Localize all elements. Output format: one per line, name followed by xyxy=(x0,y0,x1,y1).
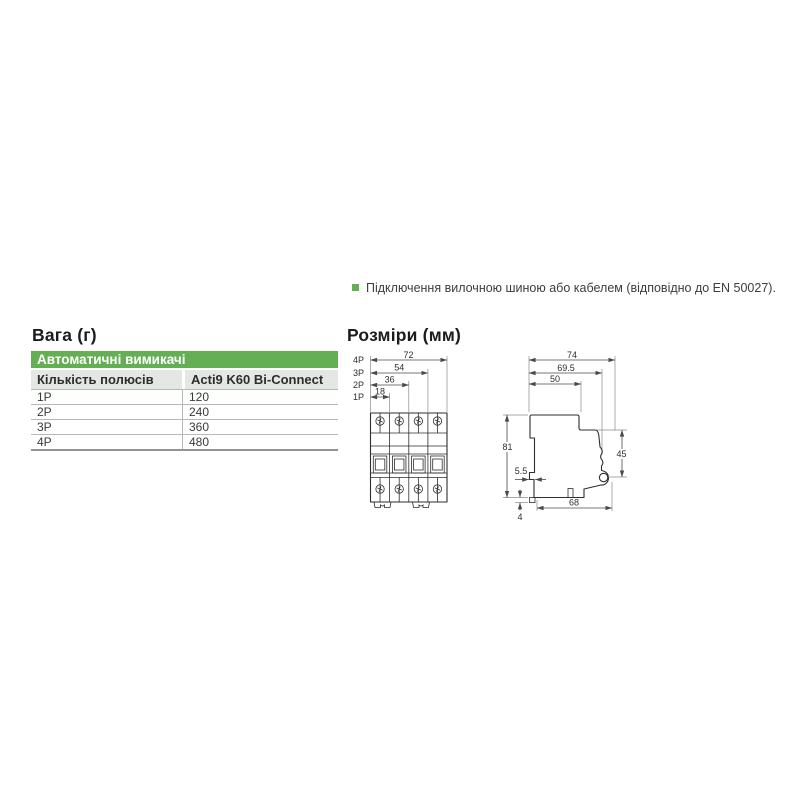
dim-label-69-5: 69.5 xyxy=(557,363,575,373)
dim-label-18: 18 xyxy=(374,386,386,397)
dim-label-68: 68 xyxy=(568,497,580,508)
poles-cell: 1P xyxy=(37,390,52,404)
dim-label-45: 45 xyxy=(616,449,627,459)
poles-cell: 3P xyxy=(37,420,52,434)
dim-label-81: 81 xyxy=(502,442,513,452)
dim-label-50: 50 xyxy=(549,374,561,384)
dim-label-36: 36 xyxy=(384,374,395,385)
weight-cell: 120 xyxy=(182,390,338,404)
side-view xyxy=(500,350,630,522)
dim-label-4: 4 xyxy=(517,512,523,522)
front-view xyxy=(353,350,447,508)
table-row xyxy=(31,435,338,451)
table-row xyxy=(31,390,338,405)
dim-label-4p: 4P xyxy=(353,355,365,365)
dim-label-72: 72 xyxy=(403,350,414,360)
clip-foot xyxy=(530,498,536,503)
connection-note-text: Підключення вилочною шиною або кабелем (відповідно до EN 50027). xyxy=(366,281,776,295)
table-column-headers xyxy=(31,370,338,390)
din-clip-icon xyxy=(374,502,430,508)
dim-label-2p: 2P xyxy=(353,380,365,390)
dim-label-3p: 3P xyxy=(353,368,365,378)
dim-label-5-5: 5.5 xyxy=(514,466,528,476)
dim-label-54: 54 xyxy=(394,362,405,373)
table-row xyxy=(31,405,338,420)
breaker-side-profile xyxy=(530,415,609,498)
dim-label-1p: 1P xyxy=(353,392,365,402)
weight-table xyxy=(31,351,338,451)
connection-note xyxy=(352,281,782,296)
table-header-band: Автоматичні вимикачі xyxy=(31,351,338,368)
column-header-product: Acti9 K60 Bi-Connect xyxy=(182,370,338,389)
column-header-poles: Кількість полюсів xyxy=(37,372,154,387)
dim-label-74: 74 xyxy=(566,350,578,360)
weight-cell: 360 xyxy=(182,420,338,434)
weight-cell: 240 xyxy=(182,405,338,419)
poles-cell: 2P xyxy=(37,405,52,419)
weight-cell: 480 xyxy=(182,435,338,449)
din-rail-clip xyxy=(568,489,573,498)
table-row xyxy=(31,420,338,435)
dimension-drawings xyxy=(345,350,645,530)
bullet-square-icon xyxy=(352,284,359,291)
poles-cell: 4P xyxy=(37,435,52,449)
padlock-hole-icon xyxy=(599,473,607,481)
dimensions-section-title: Розміри (мм) xyxy=(347,325,462,345)
weight-section-title: Вага (г) xyxy=(32,325,97,345)
